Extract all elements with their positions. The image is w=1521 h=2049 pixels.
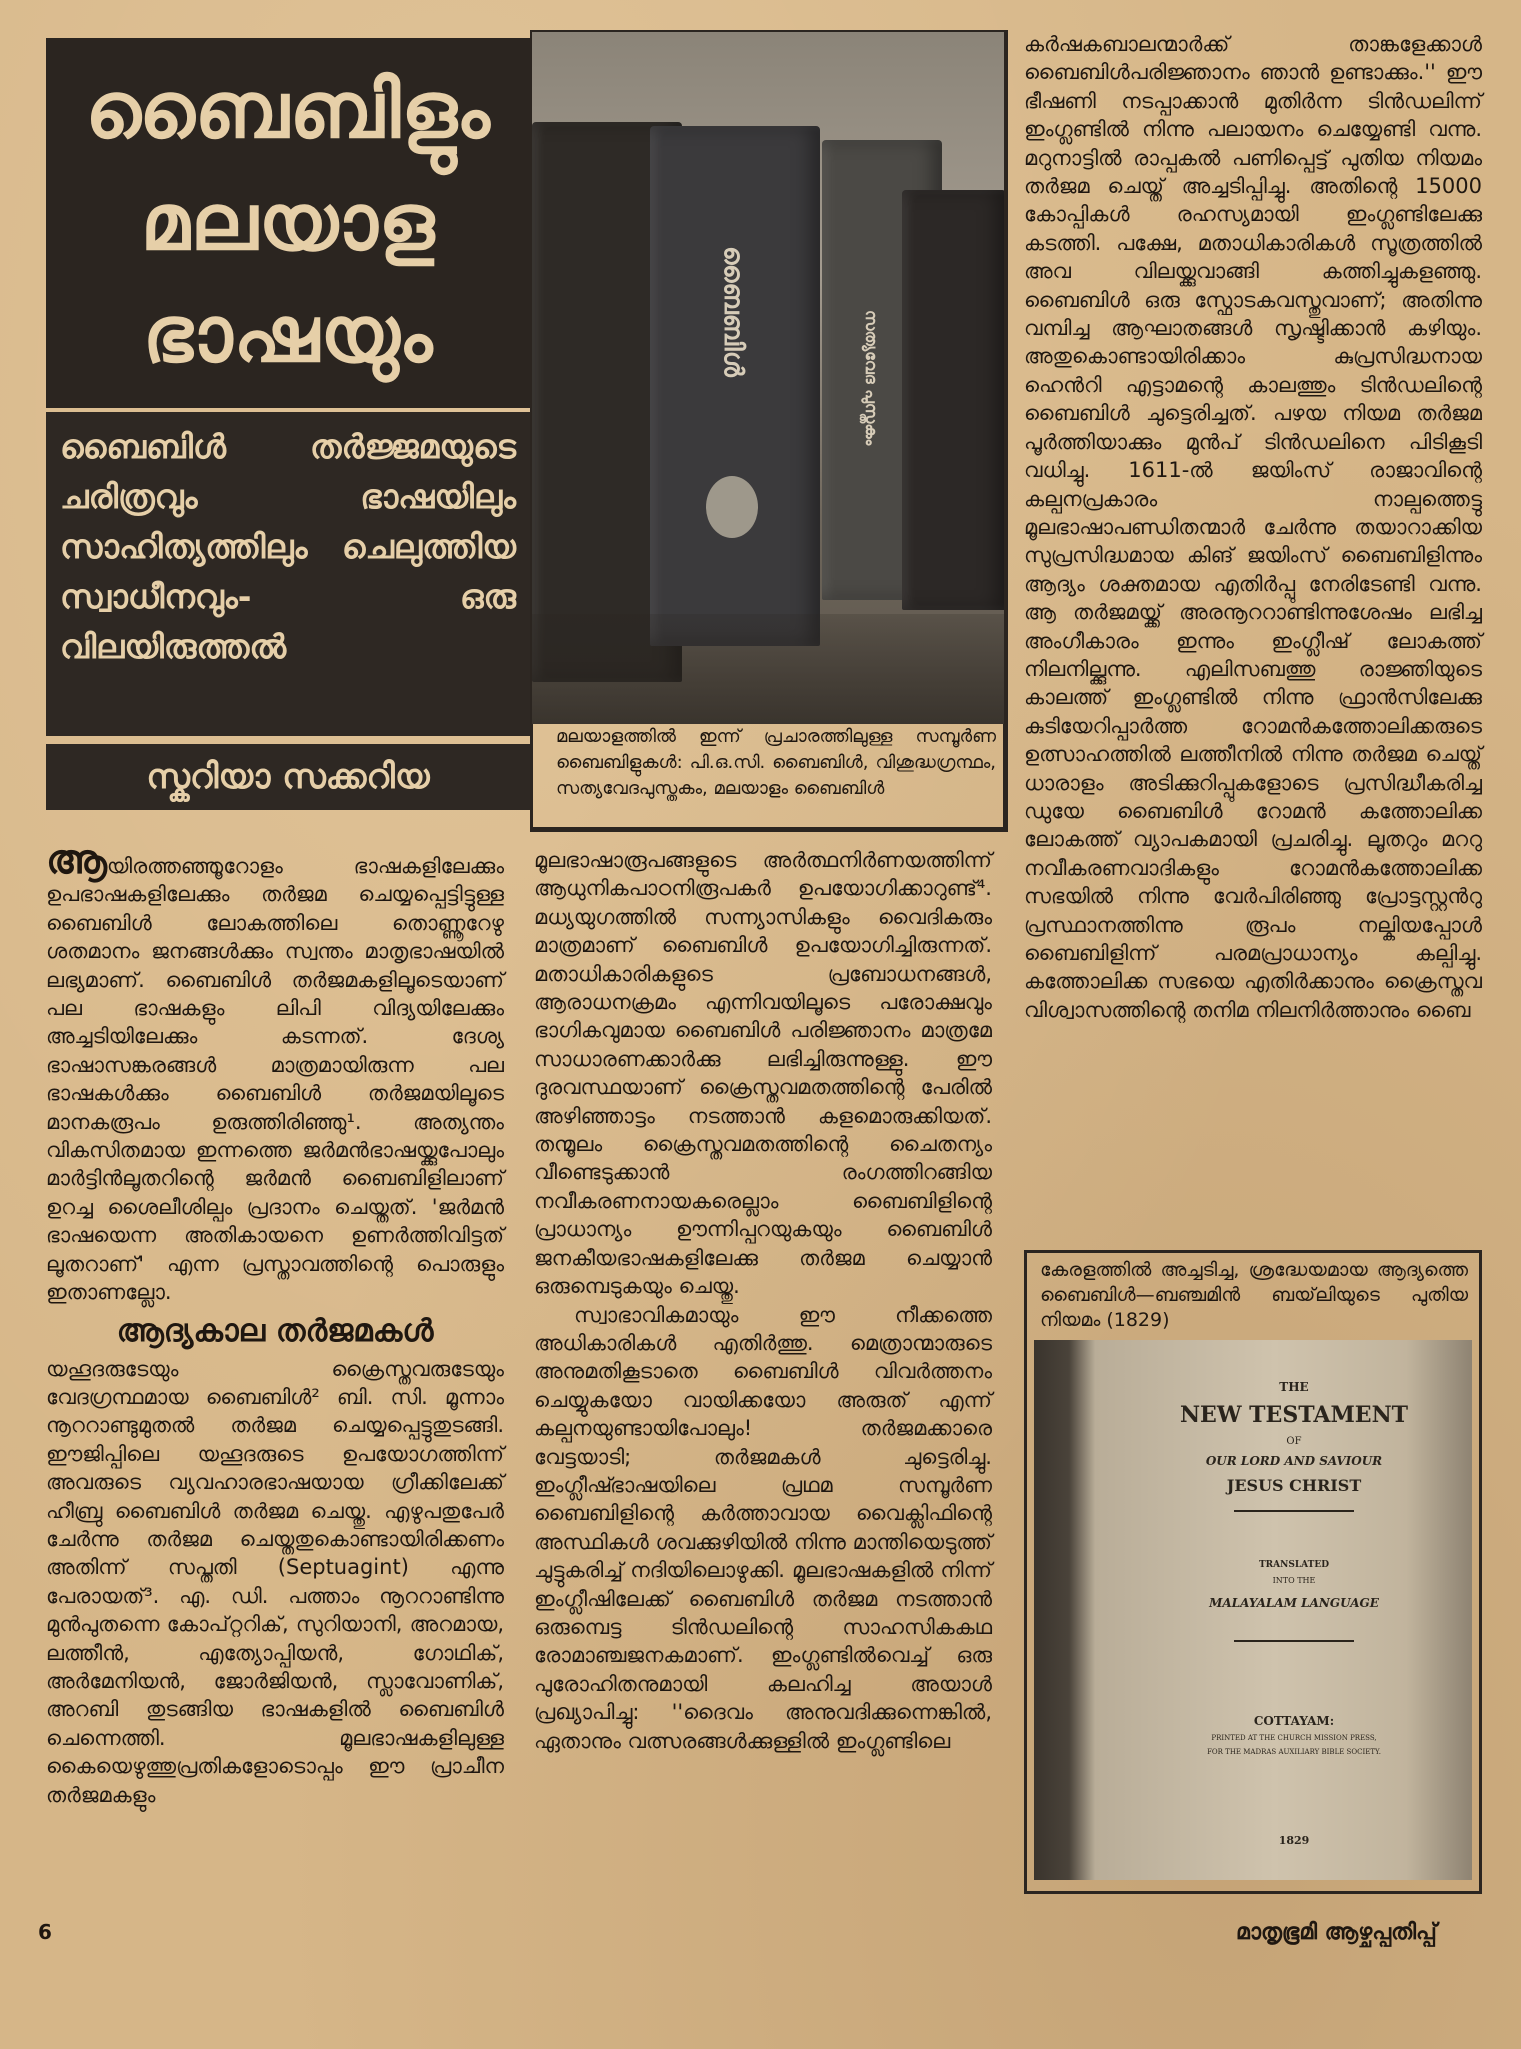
section-heading-early-translations: ആദ്യകാല തർജമകൾ xyxy=(116,1312,434,1349)
col1-paragraph-1 xyxy=(46,837,504,1307)
col2-paragraph-2: സ്വാഭാവികമായും ഈ നീക്കത്തെ അധികാരികൾ എതിർത്തു. മെത്രാന്മാരുടെ അനുമതികൂടാതെ ബൈബിൾ വിവർത്തനം ചെയ്യുകയോ വായിക്കയോ അരുത് എന്ന് കല്പനയുണ്ടായിപോലും! തർജമക്കാരെ വേട്ടയാടി; തർജമകൾ ചുട്ടെരിച്ചു. ഇംഗ്ലീഷ്ഭാഷയിലെ പ്രഥമ സമ്പൂർണ ബൈബിളിന്റെ കർത്താവായ വൈക്ലിഫിന്റെ അസ്ഥികൾ ശവക്കുഴിയിൽ നിന്നു മാന്തിയെടുത്ത് ചുട്ടുകരിച്ച് നദിയിലൊഴുക്കി. മൂലഭാഷകളിൽ നിന്ന് ഇംഗ്ലീഷിലേക്ക് ബൈബിൾ തർജമ നടത്താൻ ഒരുമ്പെട്ട ടിൻഡലിന്റെ സാഹസികകഥ രോമാഞ്ചജനകമാണ്. ഇംഗ്ലണ്ടിൽവെച്ച് ഒരു പുരോഹിതനുമായി കലഹിച്ച അയാൾ പ്രഖ്യാപിച്ചു: ''ദൈവം അനുവദിക്കുന്നെങ്കിൽ, ഏതാനും വത്സരങ്ങൾക്കുള്ളിൽ ഇംഗ്ലണ്ടിലെ xyxy=(534,1302,992,1753)
article-column-1 xyxy=(46,837,504,1809)
author-name: സ്കറിയാ സക്കറിയ xyxy=(146,757,430,797)
column-divider-right xyxy=(1006,30,1008,830)
bibles-photo xyxy=(532,32,1004,724)
title-line-2: മലയാള xyxy=(140,178,436,268)
drop-cap: ആ xyxy=(46,837,107,883)
article-column-2 xyxy=(534,846,992,1755)
col2-paragraph-1: മൂലഭാഷാരൂപങ്ങളുടെ അർത്ഥനിർണയത്തിന്ന് ആധുനികപാഠനിരൂപകർ ഉപയോഗിക്കാറുണ്ട്⁴. മധ്യയുഗത്തിൽ സന്ന്യാസികളും വൈദികരും മാത്രമാണ് ബൈബിൾ ഉപയോഗിച്ചിരുന്നത്. മതാധികാരികളുടെ പ്രബോധനങ്ങൾ, ആരാധനക്രമം എന്നിവയിലൂടെ പരോക്ഷവും ഭാഗികവുമായ ബൈബിൾ പരിജ്ഞാനം മാത്രമേ സാധാരണക്കാർക്കു ലഭിച്ചിരുന്നുള്ളു. ഈ ദുരവസ്ഥയാണ് ക്രൈസ്തവമതത്തിന്റെ പേരിൽ അഴിഞ്ഞാട്ടം നടത്താൻ കളമൊരുക്കിയത്. തന്മൂലം ക്രൈസ്തവമതത്തിന്റെ ചൈതന്യം വീണ്ടെടുക്കാൻ രംഗത്തിറങ്ങിയ നവീകരണനായകരെല്ലാം ബൈബിളിന്റെ പ്രാധാന്യം ഊന്നിപ്പറയുകയും ബൈബിൾ ജനകീയഭാഷകളിലേക്കു തർജമ ചെയ്യാൻ ഒരുമ്പെടുകയും ചെയ്തു. xyxy=(534,848,992,1299)
tp-rule-1 xyxy=(1234,1510,1354,1512)
tp-of: OF xyxy=(1286,1436,1302,1447)
book-2-spine-label: ബൈബിൾ xyxy=(718,246,748,377)
photo-floor-shadow xyxy=(532,614,1004,724)
publication-name: മാതൃഭൂമി ആഴ്ചപ്പതിപ്പ് xyxy=(1236,1920,1437,1945)
page-number: 6 xyxy=(38,1920,52,1944)
tp-printed-at: PRINTED AT THE CHURCH MISSION PRESS, xyxy=(1211,1734,1377,1742)
bibles-photo-caption: മലയാളത്തിൽ ഇന്ന് പ്രചാരത്തിലുള്ള സമ്പൂർണ ബൈബിളുകൾ: പി.ഒ.സി. ബൈബിൾ, വിശുദ്ധഗ്രന്ഥം, സത്യവേദപുസ്തകം, മലയാളം ബൈബിൾ xyxy=(556,726,996,799)
col3-paragraph-1: കർഷകബാലന്മാർക്ക് താങ്കളേക്കാൾ ബൈബിൾപരിജ്ഞാനം ഞാൻ ഉണ്ടാക്കും.'' ഈ ഭീഷണി നടപ്പാക്കാൻ മുതിർന്ന ടിൻഡലിന്ന് ഇംഗ്ലണ്ടിൽ നിന്നു പലായനം ചെയ്യേണ്ടി വന്നു. മറുനാട്ടിൽ രാപ്പകൽ പണിപ്പെട്ട് പുതിയ നിയമം തർജമ ചെയ്ത് അച്ചടിപ്പിച്ചു. അതിന്റെ 15000 കോപ്പികൾ രഹസ്യമായി ഇംഗ്ലണ്ടിലേക്കു കടത്തി. പക്ഷേ, മതാധികാരികൾ സൂത്രത്തിൽ അവ വിലയ്ക്കുവാങ്ങി കത്തിച്ചുകളഞ്ഞു. ബൈബിൾ ഒരു സ്ഫോടകവസ്തുവാണ്; അതിന്നു വമ്പിച്ച ആഘാതങ്ങൾ സൃഷ്ടിക്കാൻ കഴിയും. അതുകൊണ്ടായിരിക്കാം കുപ്രസിദ്ധനായ ഹെൻറി എട്ടാമന്റെ കാലത്തും ടിൻഡലിന്റെ ബൈബിൾ ചുട്ടെരിച്ചത്. പഴയ നിയമ തർജമ പൂർത്തിയാക്കും മുൻപ് ടിൻഡലിനെ പിടികൂടി വധിച്ചു. 1611-ൽ ജയിംസ് രാജാവിന്റെ കല്പനപ്രകാരം നാല്പത്തെട്ടു മൂലഭാഷാപണ്ഡിതന്മാർ ചേർന്നു തയാറാക്കിയ സുപ്രസിദ്ധമായ കിങ് ജയിംസ് ബൈബിളിന്നും ആദ്യം ശക്തമായ എതിർപ്പു നേരിടേണ്ടി വന്നു. ആ തർജമയ്ക്ക് അരനൂററാണ്ടിന്നുശേഷം ലഭിച്ച അംഗീകാരം ഇന്നും ഇംഗ്ലീഷ് ലോകത്ത് നിലനില്ക്കുന്നു. എലിസബത്തു രാജ്ഞിയുടെ കാലത്ത് ഇംഗ്ലണ്ടിൽ നിന്നു ഫ്രാൻസിലേക്കു കുടിയേറിപ്പാർത്ത റോമൻകത്തോലിക്കരുടെ ഉത്സാഹത്തിൽ ലത്തീനിൽ നിന്നു തർജമ ചെയ്ത് ധാരാളം അടിക്കുറിപ്പുകളോടെ പ്രസിദ്ധീകരിച്ച ഡുയേ ബൈബിൾ റോമൻ കത്തോലിക്ക ലോകത്ത് വ്യാപകമായി പ്രചരിച്ചു. ലൂതറും മററു നവീകരണവാദികളും റോമൻകത്തോലിക്ക സഭയിൽ നിന്നു വേർപിരിഞ്ഞു പ്രോട്ടസ്റ്റൻറു പ്രസ്ഥാനത്തിന്നു രൂപം നല്കിയപ്പോൾ ബൈബിളിന്ന് പരമപ്രാധാന്യം കല്പിച്ചു. കത്തോലിക്ക സഭയെ എതിർക്കാനും ക്രൈസ്തവ വിശ്വാസത്തിന്റെ തനിമ നിലനിർത്താനും ബൈ xyxy=(1024,32,1482,1022)
tp-our-lord: OUR LORD AND SAVIOUR xyxy=(1205,1454,1383,1468)
title-page-figure-caption: കേരളത്തിൽ അച്ചടിച്ച, ശ്രദ്ധേയമായ ആദ്യത്തെ ബൈബിൾ—ബഞ്ചമിൻ ബയ്‌ലിയുടെ പുതിയ നിയമം (1829) xyxy=(1040,1259,1468,1331)
book-2-image xyxy=(650,126,820,646)
col1-paragraph-1-text: യിരത്തഞ്ഞൂറോളം ഭാഷകളിലേക്കും ഉപഭാഷകളിലേക്കും തർജമ ചെയ്യപ്പെട്ടിട്ടുള്ള ബൈബിൾ ലോകത്തിലെ തൊണ്ണൂറേഴു ശതമാനം ജനങ്ങൾക്കും സ്വന്തം മാതൃഭാഷയിൽ ലഭ്യമാണ്. ബൈബിൾ തർജമകളിലൂടെയാണ് പല ഭാഷകളും ലിപി വിദ്യയിലേക്കും അച്ചടിയിലേക്കും കടന്നത്. ദേശ്യ ഭാഷാസങ്കരങ്ങൾ മാത്രമായിരുന്ന പല ഭാഷകൾക്കും ബൈബിൾ തർജമയിലൂടെ മാനകരൂപം ഉരുത്തിരിഞ്ഞു¹. അത്യന്തം വികസിതമായ ഇന്നത്തെ ജർമൻഭാഷയ്ക്കുപോലും മാർട്ടിൻലൂതറിന്റെ ജർമൻ ബൈബിളിലാണ് ഉറച്ച ശൈലീശില്പം പ്രദാനം ചെയ്തത്. 'ജർമൻ ഭാഷയെന്ന അതികായനെ ഉണർത്തിവിട്ടത് ലൂതറാണ്' എന്ന പ്രസ്താവത്തിന്റെ പൊരുളും ഇതാണല്ലോ. xyxy=(46,854,504,1305)
title-line-3: ഭാഷയും xyxy=(142,290,434,380)
title-page-photo xyxy=(1034,1340,1472,1880)
tp-year: 1829 xyxy=(1278,1834,1310,1847)
article-subtitle: ബൈബിൾ തർജ്ജമയുടെ ചരിത്രവും ഭാഷയിലും സാഹിത്യത്തിലും ചെലുത്തിയ സ്വാധീനവും- ഒരു വിലയിരുത്തൽ xyxy=(60,427,516,666)
tp-cottayam: COTTAYAM: xyxy=(1253,1714,1335,1728)
title-line-1: ബൈബിളും xyxy=(85,66,491,156)
col1-paragraph-2: യഹൂദരുടേയും ക്രൈസ്തവരുടേയും വേദഗ്രന്ഥമായ ബൈബിൾ² ബി. സി. മൂന്നാം നൂററാണ്ടുമുതൽ തർജമ ചെയ്യപ്പെട്ടുതുടങ്ങി. ഈജിപ്പിലെ യഹൂദരുടെ ഉപയോഗത്തിന്ന് അവരുടെ വ്യവഹാരഭാഷയായ ഗ്രീക്കിലേക്ക് ഹീബ്രു ബൈബിൾ തർജമ ചെയ്തു. എഴുപതുപേർ ചേർന്നു തർജമ ചെയ്തതുകൊണ്ടായിരിക്കണം അതിന്ന് സപ്തതി (Septuagint) എന്നു പേരായത്³. എ. ഡി. പത്താം നൂററാണ്ടിന്നു മുൻപുതന്നെ കോപ്റ്ററിക്, സുറിയാനി, അറമായ, ലത്തീൻ, എത്യോപ്പിയൻ, ഗോഥിക്, അർമേനിയൻ, ജോർജിയൻ, സ്ലാവോണിക്, അറബി തുടങ്ങിയ ഭാഷകളിൽ ബൈബിൾ ചെന്നെത്തി. മൂലഭാഷകളിലുള്ള കൈയെഴുത്തുപ്രതികളോടൊപ്പം ഈ പ്രാചീന തർജമകളും xyxy=(46,1356,504,1807)
book-4-image xyxy=(902,190,1004,610)
article-subtitle-block xyxy=(46,412,530,736)
tp-malayalam-language: MALAYALAM LANGUAGE xyxy=(1209,1596,1379,1610)
author-byline xyxy=(46,744,530,810)
header-bottom-rule xyxy=(530,830,1008,832)
tp-jesus-christ: JESUS CHRIST xyxy=(1226,1476,1362,1495)
tp-bible-society: FOR THE MADRAS AUXILIARY BIBLE SOCIETY. xyxy=(1207,1748,1381,1756)
tp-new-testament: NEW TESTAMENT xyxy=(1179,1402,1409,1428)
tp-into-the: INTO THE xyxy=(1272,1576,1316,1585)
tp-the: THE xyxy=(1279,1380,1309,1394)
article-title-block xyxy=(46,38,530,408)
article-column-3 xyxy=(1024,30,1482,1024)
tp-rule-2 xyxy=(1234,1640,1354,1642)
tp-translated: TRANSLATED xyxy=(1258,1560,1330,1570)
book-emblem-icon xyxy=(706,476,758,538)
book-3-spine-label: സത്യവേദ പുസ്തകം xyxy=(862,310,881,446)
